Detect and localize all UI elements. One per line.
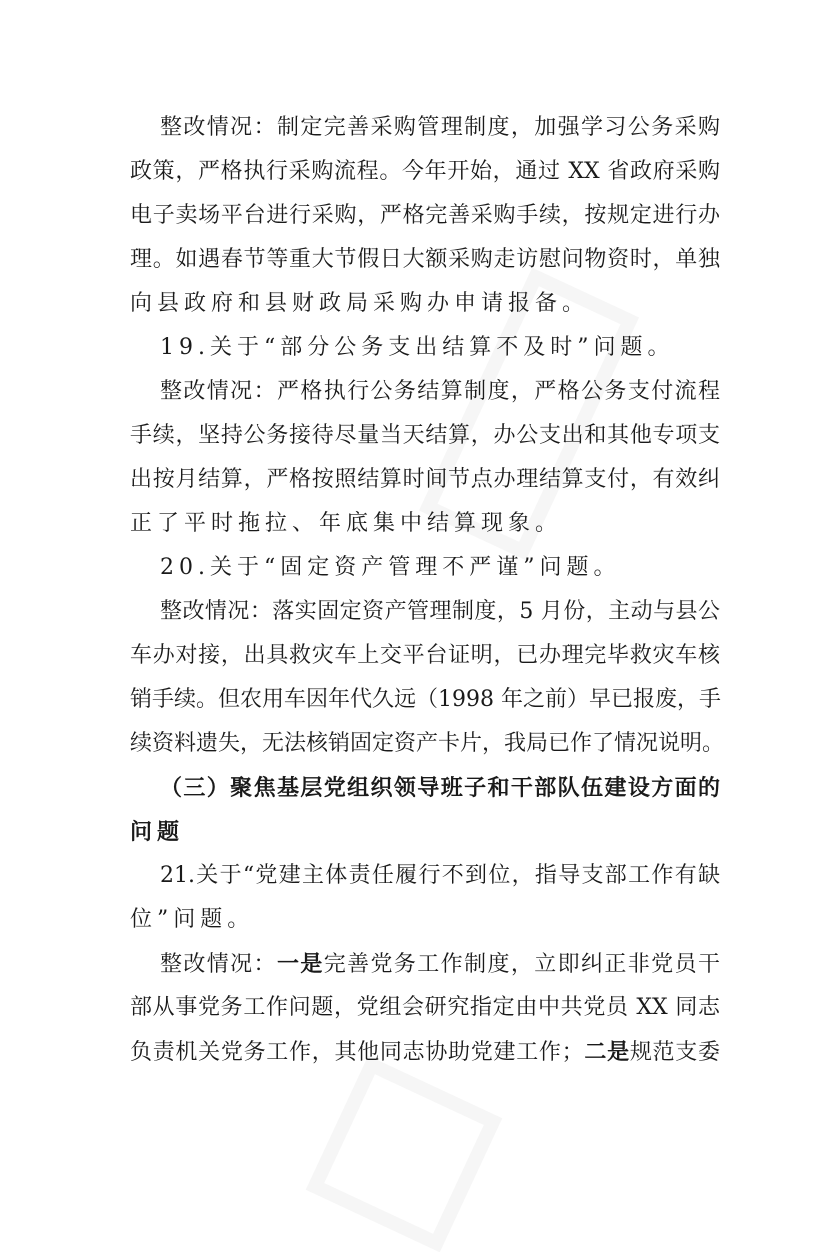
bold-text: （三）聚焦基层党组织领导班子和干部队伍建设方面的 [160,775,720,801]
text-segment: 负责机关党务工作，其他同志协助党建工作； [130,1040,584,1065]
text-segment: 理。如遇春节等重大节假日大额采购走访慰问物资时，单独 [130,247,720,272]
text-segment: 19.关于“部分公务支出结算不及时”问题。 [160,335,675,360]
text-line [130,854,720,898]
text-segment: 销手续。但农用车因年代久远（1998 年之前）早已报废，手 [130,687,721,712]
text-segment: 电子卖场平台进行采购，严格完善采购手续，按规定进行办 [130,203,720,228]
text-line [130,942,720,986]
text-line [130,546,720,590]
text-line [130,1030,720,1074]
text-segment: 整改情况： [160,952,277,977]
watermark-mark [306,1056,503,1252]
text-line [130,766,720,810]
text-line [130,194,720,238]
text-line [130,414,720,458]
text-segment: 完善党务工作制度，立即纠正非党员干 [323,952,720,977]
text-line [130,810,720,854]
text-segment: 整改情况：制定完善采购管理制度，加强学习公务采购 [160,115,720,140]
text-line [130,370,720,414]
text-line [130,326,720,370]
text-segment: 手续，坚持公务接待尽量当天结算，办公支出和其他专项支 [130,423,720,448]
text-segment: 整改情况：严格执行公务结算制度，严格公务支付流程 [160,379,720,404]
text-line [130,634,720,678]
text-segment: 整改情况：落实固定资产管理制度，5 月份，主动与县公 [160,599,720,624]
text-line [130,150,720,194]
text-segment: 出按月结算，严格按照结算时间节点办理结算支付，有效纠 [130,467,720,492]
text-segment: 政策，严格执行采购流程。今年开始，通过 XX 省政府采购 [130,159,720,184]
text-segment: 正了平时拖拉、年底集中结算现象。 [130,511,563,536]
text-segment: 位”问题。 [130,907,255,932]
text-segment: 续资料遗失，无法核销固定资产卡片，我局已作了情况说明。 [130,731,725,756]
text-segment: 21.关于“党建主体责任履行不到位，指导支部工作有缺 [160,863,720,888]
text-line [130,898,720,942]
bold-text: 问题 [130,819,185,845]
text-segment: 规范支委 [629,1040,720,1065]
text-line [130,722,725,766]
text-line [130,238,720,282]
text-line [130,502,720,546]
document-body [130,106,725,1074]
text-line [130,590,720,634]
text-segment: 20.关于“固定资产管理不严谨”问题。 [160,555,621,580]
text-line [130,678,720,722]
text-line [130,458,720,502]
text-segment: 向县政府和县财政局采购办申请报备。 [130,291,590,316]
bold-text: 二是 [583,1039,630,1065]
text-line [130,282,720,326]
text-line [130,986,720,1030]
text-line [130,106,720,150]
text-segment: 车办对接，出具救灾车上交平台证明，已办理完毕救灾车核 [130,643,720,668]
text-segment: 部从事党务工作问题，党组会研究指定由中共党员 XX 同志 [130,995,720,1020]
bold-text: 一是 [276,951,324,977]
